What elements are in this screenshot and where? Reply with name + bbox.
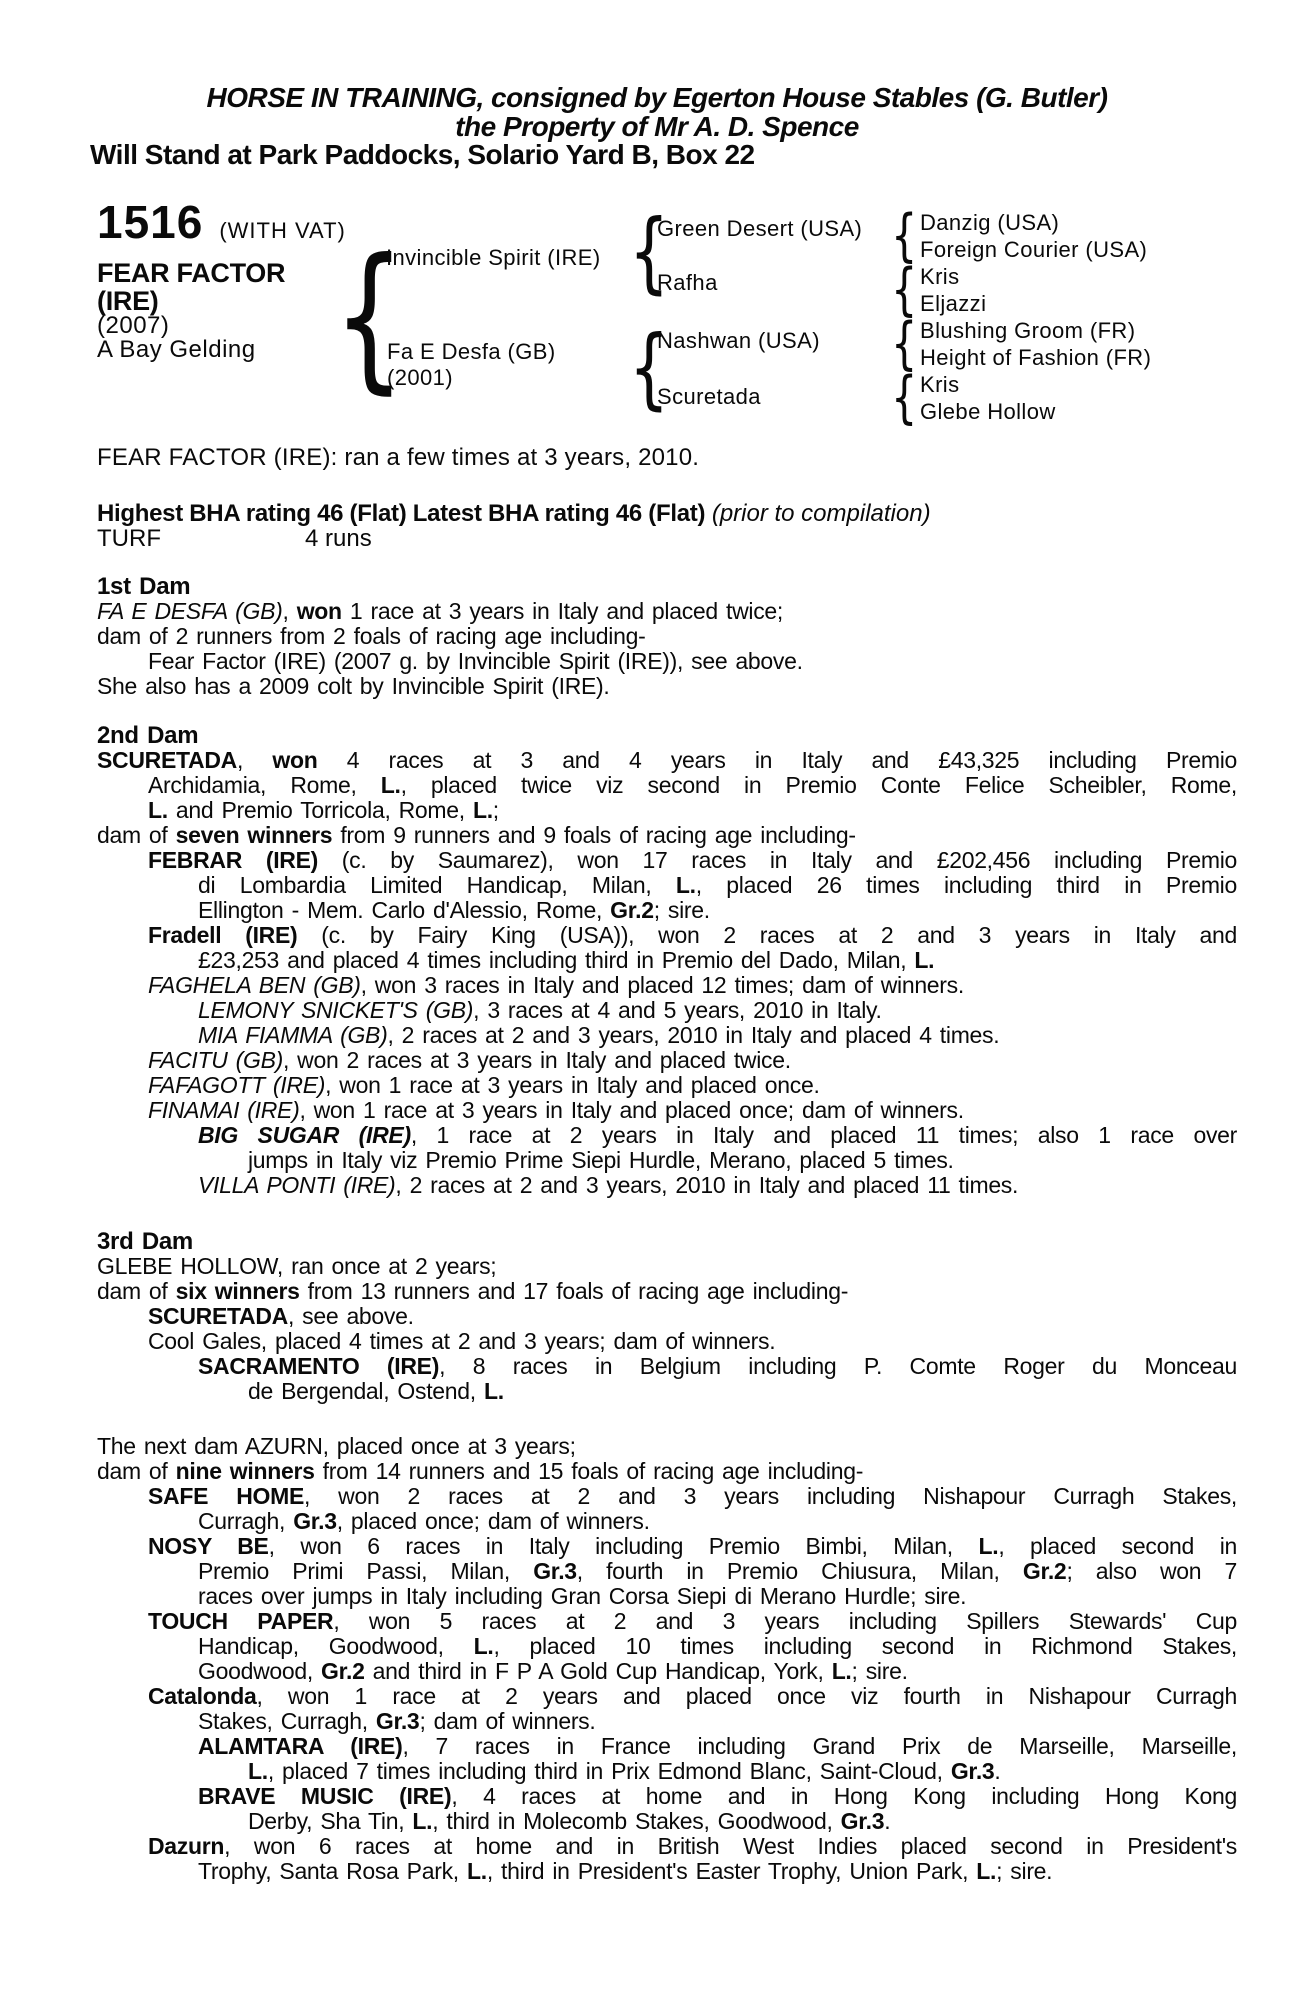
pedigree-text-body bbox=[97, 574, 1237, 1884]
catalog-line: FA E DESFA (GB), won 1 race at 3 years in Italy and placed twice; bbox=[97, 598, 783, 624]
catalog-line: dam of nine winners from 14 runners and 15 foals of racing age including- bbox=[97, 1458, 864, 1484]
section-heading: 2nd Dam bbox=[97, 722, 199, 749]
pedigree-dam-year: (2001) bbox=[387, 365, 453, 390]
horse-description: A Bay Gelding bbox=[97, 336, 256, 363]
horse-name: FEAR FACTOR bbox=[97, 258, 286, 288]
catalog-line: SACRAMENTO (IRE), 8 races in Belgium including P. Comte Roger du Monceau bbox=[198, 1353, 1237, 1379]
catalog-line: Goodwood, Gr.2 and third in F P A Gold Cup Handicap, York, L.; sire. bbox=[198, 1658, 908, 1684]
section-3rd-dam bbox=[97, 1229, 1237, 1404]
catalog-line: SAFE HOME, won 2 races at 2 and 3 years including Nishapour Curragh Stakes, bbox=[148, 1483, 1238, 1509]
catalog-line: FACITU (GB), won 2 races at 3 years in Italy and placed twice. bbox=[148, 1047, 791, 1073]
catalog-line: dam of 2 runners from 2 foals of racing age including- bbox=[97, 623, 646, 649]
pedigree-brace-main: { bbox=[332, 225, 406, 409]
catalog-line: FEBRAR (IRE) (c. by Saumarez), won 17 races in Italy and £202,456 including Premio bbox=[148, 847, 1237, 873]
horse-foaling-year: (2007) bbox=[97, 312, 170, 339]
pedigree-great-grandparent-3: Kris bbox=[920, 264, 960, 289]
catalog-line: Catalonda, won 1 race at 2 years and placed once viz fourth in Nishapour Curragh bbox=[148, 1683, 1237, 1709]
pedigree-brace-sire: { bbox=[628, 200, 670, 303]
catalog-line: de Bergendal, Ostend, L. bbox=[248, 1378, 504, 1404]
section-2nd-dam bbox=[97, 723, 1237, 1198]
pedigree-brace-gg4: { bbox=[890, 364, 918, 431]
pedigree-sire: Invincible Spirit (IRE) bbox=[386, 245, 601, 270]
catalog-line: dam of six winners from 13 runners and 17 foals of racing age including- bbox=[97, 1278, 849, 1304]
bha-rating-line bbox=[97, 501, 931, 526]
catalog-line: Curragh, Gr.3, placed once; dam of winners. bbox=[198, 1508, 650, 1534]
runs-count: 4 runs bbox=[305, 525, 372, 552]
catalog-line: L. and Premio Torricola, Rome, L.; bbox=[148, 797, 499, 823]
consignor-header: HORSE IN TRAINING, consigned by Egerton House Stables (G. Butler) bbox=[206, 82, 1108, 113]
catalog-line: FINAMAI (IRE), won 1 race at 3 years in Italy and placed once; dam of winners. bbox=[148, 1097, 964, 1123]
pedigree-great-grandparent-1: Danzig (USA) bbox=[920, 210, 1060, 235]
catalog-line: Fear Factor (IRE) (2007 g. by Invincible Spirit (IRE)), see above. bbox=[148, 648, 803, 674]
section-heading: 3rd Dam bbox=[97, 1228, 193, 1255]
catalog-line: VILLA PONTI (IRE), 2 races at 2 and 3 years, 2010 in Italy and placed 11 times. bbox=[198, 1172, 1019, 1198]
pedigree-great-grandparent-4: Eljazzi bbox=[920, 291, 987, 316]
stand-location: Will Stand at Park Paddocks, Solario Yard B, Box 22 bbox=[90, 139, 755, 170]
pedigree-great-grandparent-7: Kris bbox=[920, 372, 960, 397]
catalog-line: MIA FIAMMA (GB), 2 races at 2 and 3 years, 2010 in Italy and placed 4 times. bbox=[198, 1022, 1000, 1048]
catalog-line: BIG SUGAR (IRE), 1 race at 2 years in Italy and placed 11 times; also 1 race over bbox=[198, 1122, 1237, 1148]
catalog-line: Dazurn, won 6 races at home and in British West Indies placed second in President's bbox=[148, 1833, 1237, 1859]
pedigree-great-grandparent-5: Blushing Groom (FR) bbox=[920, 318, 1136, 343]
catalog-line: £23,253 and placed 4 times including third in Premio del Dado, Milan, L. bbox=[198, 947, 935, 973]
catalog-line: jumps in Italy viz Premio Prime Siepi Hurdle, Merano, placed 5 times. bbox=[248, 1147, 954, 1173]
catalog-line: She also has a 2009 colt by Invincible Spirit (IRE). bbox=[97, 673, 610, 699]
pedigree-brace-gg1: { bbox=[890, 202, 918, 269]
catalog-line: LEMONY SNICKET'S (GB), 3 races at 4 and 5 years, 2010 in Italy. bbox=[198, 997, 882, 1023]
catalog-line: Handicap, Goodwood, L., placed 10 times including second in Richmond Stakes, bbox=[198, 1633, 1237, 1659]
pedigree-dam: Fa E Desfa (GB) bbox=[387, 339, 556, 364]
catalog-line: SCURETADA, won 4 races at 3 and 4 years in Italy and £43,325 including Premio bbox=[97, 747, 1237, 773]
catalog-line: BRAVE MUSIC (IRE), 4 races at home and in Hong Kong including Hong Kong bbox=[198, 1783, 1237, 1809]
catalog-line: Archidamia, Rome, L., placed twice viz second in Premio Conte Felice Scheibler, Rome, bbox=[148, 772, 1237, 798]
catalog-line: Trophy, Santa Rosa Park, L., third in President's Easter Trophy, Union Park, L.; sire. bbox=[198, 1858, 1053, 1884]
turf-runs-line bbox=[97, 526, 372, 551]
catalog-line: FAGHELA BEN (GB), won 3 races in Italy and placed 12 times; dam of winners. bbox=[148, 972, 964, 998]
lot-number: 1516 bbox=[97, 196, 204, 248]
catalog-line: dam of seven winners from 9 runners and 9 foals of racing age including- bbox=[97, 822, 856, 848]
pedigree-granddam-damside: Scuretada bbox=[657, 384, 761, 409]
catalog-line: TOUCH PAPER, won 5 races at 2 and 3 years including Spillers Stewards' Cup bbox=[148, 1608, 1237, 1634]
lot-line bbox=[97, 196, 346, 257]
vat-note: (WITH VAT) bbox=[219, 218, 346, 243]
bha-rating-values: Highest BHA rating 46 (Flat) Latest BHA rating 46 (Flat) bbox=[97, 500, 706, 527]
horse-country-suffix: (IRE) bbox=[97, 286, 159, 316]
section-heading: 1st Dam bbox=[97, 573, 191, 600]
catalog-line: races over jumps in Italy including Gran Corsa Siepi di Merano Hurdle; sire. bbox=[198, 1583, 967, 1609]
catalog-line: Cool Gales, placed 4 times at 2 and 3 years; dam of winners. bbox=[148, 1328, 776, 1354]
catalog-line: Stakes, Curragh, Gr.3; dam of winners. bbox=[198, 1708, 596, 1734]
surface-label: TURF bbox=[97, 525, 161, 552]
section-1st-dam bbox=[97, 574, 1237, 699]
pedigree-grandsire-sireside: Green Desert (USA) bbox=[657, 216, 863, 241]
catalog-line: The next dam AZURN, placed once at 3 years; bbox=[97, 1433, 576, 1459]
catalog-line: FAFAGOTT (IRE), won 1 race at 3 years in Italy and placed once. bbox=[148, 1072, 820, 1098]
pedigree-great-grandparent-2: Foreign Courier (USA) bbox=[920, 237, 1148, 262]
pedigree-great-grandparent-8: Glebe Hollow bbox=[920, 399, 1056, 424]
catalog-line: L., placed 7 times including third in Prix Edmond Blanc, Saint-Cloud, Gr.3. bbox=[248, 1758, 1001, 1784]
catalog-line: SCURETADA, see above. bbox=[148, 1303, 414, 1329]
property-header: the Property of Mr A. D. Spence bbox=[455, 111, 859, 142]
pedigree-great-grandparent-6: Height of Fashion (FR) bbox=[920, 345, 1152, 370]
catalog-line: NOSY BE, won 6 races in Italy including Premio Bimbi, Milan, L., placed second in bbox=[148, 1533, 1237, 1559]
race-record-line: FEAR FACTOR (IRE): ran a few times at 3 years, 2010. bbox=[97, 444, 700, 471]
catalog-line: di Lombardia Limited Handicap, Milan, L., placed 26 times including third in Premio bbox=[198, 872, 1237, 898]
catalog-line: Ellington - Mem. Carlo d'Alessio, Rome, Gr.2; sire. bbox=[198, 897, 710, 923]
rating-compilation-note: (prior to compilation) bbox=[705, 500, 931, 527]
pedigree-brace-gg2: { bbox=[890, 256, 918, 323]
pedigree-brace-gg3: { bbox=[890, 310, 918, 377]
catalog-line: Fradell (IRE) (c. by Fairy King (USA)), won 2 races at 2 and 3 years in Italy and bbox=[148, 922, 1238, 948]
pedigree-grandsire-damside: Nashwan (USA) bbox=[657, 328, 820, 353]
catalog-line: Derby, Sha Tin, L., third in Molecomb Stakes, Goodwood, Gr.3. bbox=[248, 1808, 891, 1834]
pedigree-brace-dam: { bbox=[628, 316, 670, 419]
section-next-dam bbox=[97, 1434, 1237, 1884]
catalog-line: ALAMTARA (IRE), 7 races in France including Grand Prix de Marseille, Marseille, bbox=[198, 1733, 1237, 1759]
catalog-line: Premio Primi Passi, Milan, Gr.3, fourth in Premio Chiusura, Milan, Gr.2; also won 7 bbox=[198, 1558, 1237, 1584]
pedigree-granddam-sireside: Rafha bbox=[657, 270, 718, 295]
catalog-line: GLEBE HOLLOW, ran once at 2 years; bbox=[97, 1253, 497, 1279]
